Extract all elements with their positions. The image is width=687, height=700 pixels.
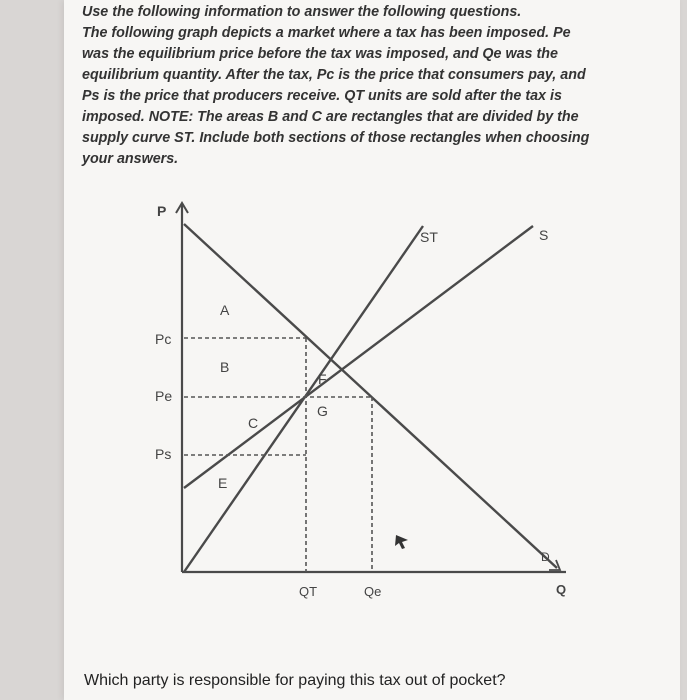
question-line: was the equilibrium price before the tax was imposed, and Qe was the <box>82 46 558 62</box>
pe-label: Pe <box>155 388 173 404</box>
s-label: S <box>539 227 549 243</box>
mouse-cursor-icon <box>395 535 408 549</box>
st-label: ST <box>420 229 438 245</box>
supply-curve <box>184 226 533 488</box>
question-line: Ps is the price that producers receive. QT units are sold after the tax is <box>82 88 562 104</box>
area-g-label: G <box>317 403 328 419</box>
x-axis-label: Q <box>556 582 567 597</box>
follow-up-question: Which party is responsible for paying this tax out of pocket? <box>84 672 506 689</box>
ps-label: Ps <box>155 446 172 462</box>
area-a-label: A <box>220 302 230 318</box>
question-line: supply curve ST. Include both sections of those rectangles when choosing <box>82 130 590 146</box>
y-axis-label: P <box>157 203 167 219</box>
pc-label: Pc <box>155 331 172 347</box>
question-line: equilibrium quantity. After the tax, Pc is the price that consumers pay, and <box>82 67 586 83</box>
qt-label: QT <box>299 584 318 599</box>
area-c-label: C <box>248 415 259 431</box>
question-line: Use the following information to answer the following questions. <box>82 4 522 20</box>
area-f-label: F <box>318 371 327 387</box>
qe-label: Qe <box>364 584 382 599</box>
question-line: The following graph depicts a market where a tax has been imposed. Pe <box>82 25 571 41</box>
d-label: D <box>541 550 550 564</box>
area-b-label: B <box>220 359 230 375</box>
question-line: your answers. <box>82 151 179 167</box>
area-e-label: E <box>218 475 228 491</box>
question-line: imposed. NOTE: The areas B and C are rectangles that are divided by the <box>82 109 579 125</box>
demand-curve <box>184 224 557 568</box>
